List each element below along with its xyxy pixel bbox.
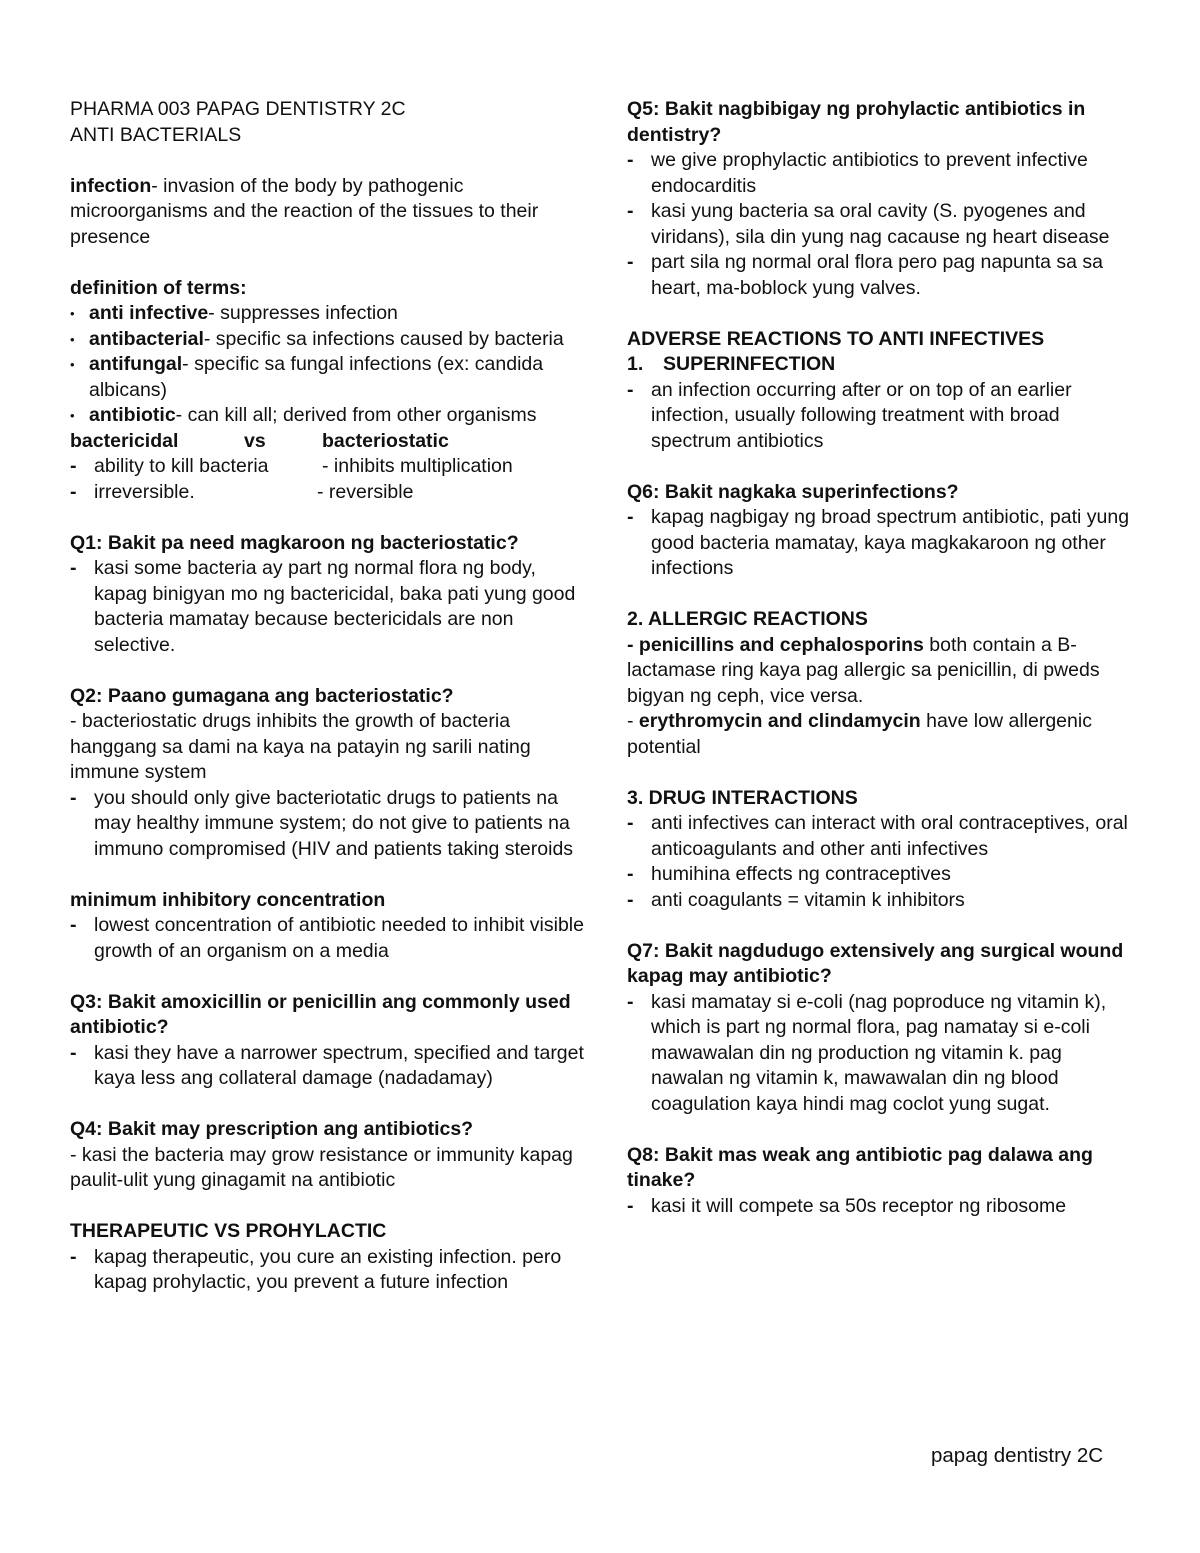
allergic-paragraph-1 <box>627 633 1137 710</box>
q5-answer: - kasi yung bacteria sa oral cavity (S. pyogenes and viridans), sila din yung nag cacause ng heart disease <box>627 199 1137 250</box>
comparison-left: ability to kill bacteria <box>94 455 269 477</box>
definition-term: antifungal <box>89 353 183 375</box>
superinfection-label: SUPERINFECTION <box>663 353 836 375</box>
drug-interaction-answer: - anti coagulants = vitamin k inhibitors <box>627 888 1137 914</box>
q6-question: Q6: Bakit nagkaka superinfections? <box>627 480 959 503</box>
q5-answer: - we give prophylactic antibiotics to prevent infective endocarditis <box>627 148 1137 199</box>
drug-interaction-answer: - anti infectives can interact with oral contraceptives, oral anticoagulants and other anti infectives <box>627 811 1137 862</box>
vs-label: vs <box>244 429 266 452</box>
right-column <box>627 97 1137 1219</box>
therapeutic-answer: - kapag therapeutic, you cure an existing infection. pero kapag prohylactic, you prevent a future infection <box>70 1245 590 1296</box>
mic-answer: - lowest concentration of antibiotic needed to inhibit visible growth of an organism on a media <box>70 913 590 964</box>
definition-term: anti infective <box>89 302 209 324</box>
comparison-right: - inhibits multiplication <box>322 455 513 477</box>
course-title: PHARMA 003 PAPAG DENTISTRY 2C <box>70 98 406 120</box>
comparison-right: - reversible <box>317 480 414 503</box>
q1-answer: - kasi some bacteria ay part ng normal flora ng body, kapag binigyan mo ng bactericidal, baka pati yung good bacteria mamatay because bectericidals are non selective. <box>70 556 590 658</box>
superinfection-number: 1. <box>627 353 644 375</box>
definition-text: - suppresses infection <box>208 302 398 324</box>
q8-answer: - kasi it will compete sa 50s receptor ng ribosome <box>627 1194 1137 1220</box>
topic-title: ANTI BACTERIALS <box>70 123 242 146</box>
definition-item <box>70 301 590 327</box>
allergic-heading: 2. ALLERGIC REACTIONS <box>627 608 868 630</box>
mic-heading: minimum inhibitory concentration <box>70 888 386 911</box>
bacteriostatic-heading: bacteriostatic <box>322 429 449 452</box>
q5-question: Q5: Bakit nagbibigay ng prohylactic antibiotics in dentistry? <box>627 98 1086 146</box>
q4-question: Q4: Bakit may prescription ang antibiotics? <box>70 1118 474 1140</box>
adverse-heading: ADVERSE REACTIONS TO ANTI INFECTIVES <box>627 327 1045 350</box>
q7-question: Q7: Bakit nagdudugo extensively ang surgical wound kapag may antibiotic? <box>627 939 1124 987</box>
superinfection-heading <box>627 352 1137 378</box>
drug-interactions-heading: 3. DRUG INTERACTIONS <box>627 786 858 809</box>
definition-text: - specific sa fungal infections (ex: candida albicans) <box>89 353 544 401</box>
allergic-text: have low allergenic potential <box>627 710 1092 758</box>
q2-intro: - bacteriostatic drugs inhibits the growth of bacteria hanggang sa dami na kaya na patayin ng sarili nating immune system <box>70 710 531 783</box>
infection-text: - invasion of the body by pathogenic microorganisms and the reaction of the tissues to their presence <box>70 174 539 248</box>
definition-item <box>70 403 590 429</box>
allergic-drugs: erythromycin and clindamycin <box>638 710 921 732</box>
therapeutic-heading: THERAPEUTIC VS PROHYLACTIC <box>70 1220 387 1242</box>
q5-answer: - part sila ng normal oral flora pero pag napunta sa sa heart, ma-boblock yung valves. <box>627 250 1137 301</box>
page-footer: papag dentistry 2C <box>931 1444 1104 1467</box>
superinfection-answer: - an infection occurring after or on top of an earlier infection, usually following treatment with broad spectrum antibiotics <box>627 378 1137 455</box>
q8-question: Q8: Bakit mas weak ang antibiotic pag dalawa ang tinake? <box>627 1143 1093 1191</box>
allergic-drugs: - penicillins and cephalosporins <box>627 633 924 656</box>
q3-question: Q3: Bakit amoxicillin or penicillin ang commonly used antibiotic? <box>70 990 571 1038</box>
definition-term: antibacterial <box>89 327 204 350</box>
definition-item <box>70 327 590 353</box>
q7-answer: - kasi mamatay si e-coli (nag poproduce ng vitamin k), which is part ng normal flora, pag namatay si e-coli mawawalan din ng production ng vitamin k. pag nawalan ng vitamin k, mawawalan din ng blood coagulation kaya hindi mag coclot yung sugat. <box>627 990 1137 1118</box>
bactericidal-heading: bactericidal <box>70 429 179 452</box>
drug-interaction-answer: - humihina effects ng contraceptives <box>627 862 1137 888</box>
q2-answer: - you should only give bacteriotatic drugs to patients na may healthy immune system; do not give to patients na immuno compromised (HIV and patients taking steroids <box>70 786 590 863</box>
left-column <box>70 97 590 1296</box>
allergic-text: both contain a B-lactamase ring kaya pag allergic sa penicillin, di pweds bigyan ng ceph, vice versa. <box>627 633 1100 707</box>
definition-text: - specific sa infections caused by bacteria <box>203 327 564 350</box>
q2-question: Q2: Paano gumagana ang bacteriostatic? <box>70 684 454 707</box>
definitions-heading: definition of terms: <box>70 276 247 299</box>
q4-answer: - kasi the bacteria may grow resistance or immunity kapag paulit-ulit yung ginagamit na antibiotic <box>70 1143 573 1191</box>
comparison-row: - ability to kill bacteria - inhibits multiplication <box>70 454 590 480</box>
comparison-left: irreversible. <box>94 480 195 503</box>
q1-question: Q1: Bakit pa need magkaroon ng bacteriostatic? <box>70 531 519 554</box>
comparison-row: - irreversible. - reversible <box>70 480 590 506</box>
q3-answer: - kasi they have a narrower spectrum, specified and target kaya less ang collateral damage (nadadamay) <box>70 1041 590 1092</box>
infection-definition <box>70 174 590 251</box>
definition-item <box>70 352 590 403</box>
allergic-paragraph-2 <box>627 709 1137 760</box>
definition-term: antibiotic <box>89 404 176 426</box>
allergic-dash: - <box>627 710 639 732</box>
comparison-header <box>70 429 590 455</box>
definition-text: - can kill all; derived from other organisms <box>175 404 537 426</box>
q6-answer: - kapag nagbigay ng broad spectrum antibiotic, pati yung good bacteria mamatay, kaya magkakaroon ng other infections <box>627 505 1137 582</box>
infection-term: infection <box>70 174 152 197</box>
